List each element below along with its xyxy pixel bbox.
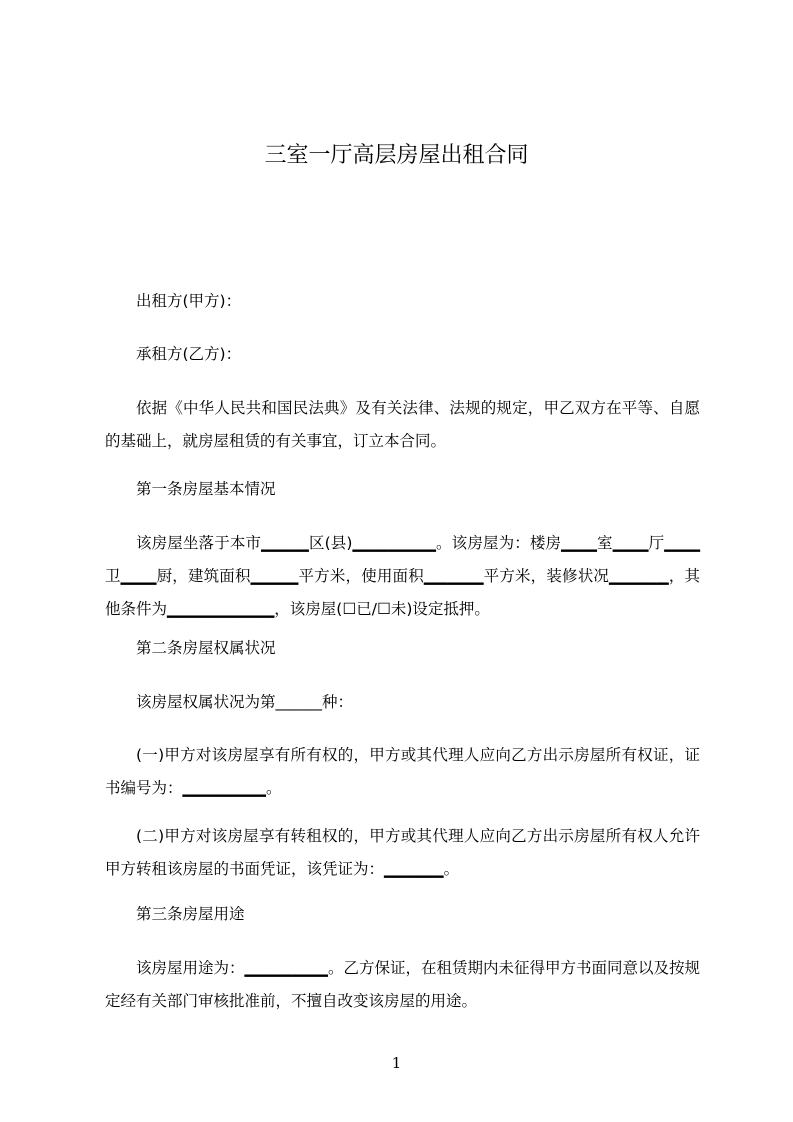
page-number: 1 bbox=[391, 1054, 402, 1072]
article-1-heading: 第一条房屋基本情况 bbox=[136, 480, 276, 498]
lessee-line: 承租方(乙方)： bbox=[136, 345, 242, 363]
article-3-heading: 第三条房屋用途 bbox=[136, 905, 245, 923]
article-1-paragraph: 该房屋坐落于本市▁▁▁▁区(县)▁▁▁▁▁▁▁。该房屋为：楼房▁▁▁室▁▁▁厅▁▁▁卫▁▁▁厨，建筑面积▁▁▁▁平方米，使用面积▁▁▁▁▁平方米，装修状况▁▁▁▁▁，其他条件为▁▁▁▁▁▁▁▁▁，该房屋(☐已/☐未)设定抵押。 bbox=[105, 534, 700, 618]
document-title: 三室一厅高层房屋出租合同 bbox=[264, 143, 529, 168]
article-3-paragraph: 该房屋用途为：▁▁▁▁▁▁▁。乙方保证，在租赁期内未征得甲方书面同意以及按规定经有关部门审核批准前，不擅自改变该房屋的用途。 bbox=[105, 959, 700, 1010]
article-2-clause-1: (一)甲方对该房屋享有所有权的，甲方或其代理人应向乙方出示房屋所有权证，证书编号为：▁▁▁▁▁▁▁。 bbox=[105, 746, 700, 797]
article-2-heading: 第二条房屋权属状况 bbox=[136, 639, 276, 657]
preamble-paragraph: 依据《中华人民共和国民法典》及有关法律、法规的规定，甲乙双方在平等、自愿的基础上，就房屋租赁的有关事宜，订立本合同。 bbox=[105, 399, 700, 450]
article-2-intro: 该房屋权属状况为第______种： bbox=[136, 693, 354, 711]
lessor-line: 出租方(甲方)： bbox=[136, 292, 242, 310]
article-2-clause-2: (二)甲方对该房屋享有转租权的，甲方或其代理人应向乙方出示房屋所有权人允许甲方转租该房屋的书面凭证，该凭证为：▁▁▁▁▁。 bbox=[105, 827, 700, 878]
